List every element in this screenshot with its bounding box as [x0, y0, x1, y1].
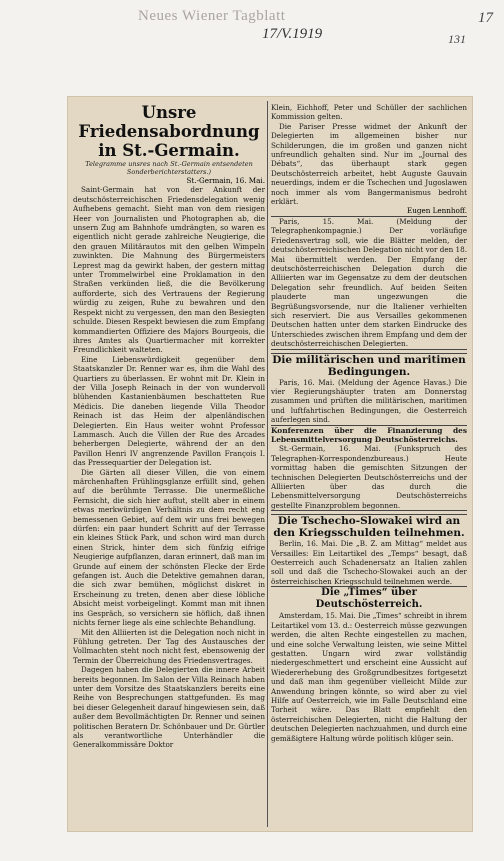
times-report [271, 611, 467, 743]
left-column [73, 103, 265, 750]
left-article-body [73, 185, 265, 749]
paragraph: Amsterdam, 15. Mai. Die „Times“ schreibt in ihrem Leitartikel vom 13. d.: Oesterreich müsse gezwungen werden, die alten Rechte eingestellen zu machen, und eine solche Verwaltung leisten, wie seine Mittel gestatten. Ungarn wird zwar vollständig niedergeschmettert und erscheint eine Aussicht auf Wiedererhebung des Großgrundbesitzes fortgesetzt und daß man ihm gegenüber vielleicht Milde zur Anwendung bringen könnte, so wird aber zu viel Hilfe auf Oesterreich, wie im Falle Deutschland eine Torheit wäre. Das Blatt empfiehlt den österreichischen Delegierten, nicht die Haltung der deutschen Delegierten nachzuahmen, und durch eine gemäßigtere Haltung würde politisch klüger sein. [271, 611, 467, 743]
author-signature: Eugen Lennhoff. [406, 206, 467, 216]
section-heading-czechoslovakia: Die Tschecho-Slowakei wird an den Kriegsschulden teilnehmen. [273, 515, 465, 540]
handwritten-page-number: 17 [478, 10, 493, 26]
section-heading-times: Die „Times“ über Deutschösterreich. [315, 587, 423, 611]
paragraph: Die Pariser Presse widmet der Ankunft der Delegierten im allgemeinen bisher nur Schilderungen, die im großen und ganzen nicht unfreundlich gehalten sind. Nur im „Journal des Débats“, das überhaupt stark gegen Deutschösterreich arbeitet, hebt Auguste Gauvain neuerdings, indem er die Tschechen und Jugoslawen noch immer als vom Bangermanismus bedroht erklärt. [271, 121, 467, 207]
handwritten-folio-number: 131 [448, 32, 466, 46]
czechoslovakia-report [271, 539, 467, 586]
dispatch-note: Telegramme unsres nach St.-Germain entsendeten Sonderberichterstatters.) [85, 160, 253, 176]
finance-report [271, 426, 467, 511]
main-headline: Unsre Friedensabordnung in St.-Germain. [78, 103, 260, 160]
paragraph: Saint-Germain hat von der Ankunft der deutschösterreichischen Friedensdelegation wenig Aufhebens gemacht. Sieht man von dem riesigen Heer von Journalisten und Photographen ab, die unsern Zug am Bahnhofe umdrängten, so waren es eigentlich nicht gerade zahlreiche Neugierige, die den grauen Militärautos mit den gelben Wimpeln zuwinkten. Die Mahnung des Bürgermeisters Leprest mag da gewirkt haben, der gestern mittag unter Trommelwirbel eine Proklamation in den Straßen verkünden ließ, die die Bevölkerung aufforderte, sich des Vertrauens der Regierung würdig zu zeigen, Ruhe zu bewahren und den Respekt nicht zu vergessen, den man den Besiegten schulde. Diesen Respekt bewiesen die zum Empfang kommandierten Offiziere des Majors Bourgeois, die ihres Amtes als Quartiermacher mit korrekter Freundlichkeit walteten. [73, 185, 265, 355]
right-intro-body [271, 103, 467, 206]
newspaper-stamp: Neues Wiener Tagblatt [138, 8, 286, 24]
right-column [271, 103, 467, 743]
handwritten-date: 17/V.1919 [262, 26, 323, 42]
newspaper-clipping [68, 97, 472, 831]
military-report [271, 378, 467, 425]
section-heading-military: Die militärischen und maritimen Bedingungen. [272, 353, 466, 378]
paragraph: Paris, 16. Mai. (Meldung der Agence Havas.) Die vier Regierungshäupter traten am Donnerstag zusammen und prüften die militärischen, maritimen und luftfahrtischen Bedingungen, die Oesterreich auferlegen sind. [271, 377, 467, 425]
dateline: St.-Germain, 16. Mai. [186, 176, 265, 185]
finance-lead: Konferenzen über die Finanzierung des Lebensmittelversorgung Deutschösterreichs. [271, 425, 467, 444]
paragraph: Die Gärten all dieser Villen, die von einem märchenhaften Frühlingsglanze erfüllt sind, gehen auf die berühmte Terrasse. Die unermeßliche Fernsicht, die sich hier auftut, stellt aber in einem etwas merkwürdigen Verhältnis zu dem recht eng bemessenen Gebiet, auf dem wir uns frei bewegen dürfen: ein paar hundert Schritt auf der Terrasse ein kleines Stück Park, und schon wird man durch einen Strick, hinter dem sich fünfzig eifrige Neugierige aufpflanzen, daran erinnert, daß man im Grunde auf einem der schönsten Flecke der Erde gefangen ist. Auch die Detektive gemahnen daran, die sich zwar bemühen, möglichst diskret in Erscheinung zu treten, denen aber diese löbliche Absicht meist vorbeigelingt. Kommt man mit ihnen ins Gespräch, so versichern sie höflich, daß ihnen nichts ferner liege als eine schlechte Behandlung. [73, 467, 265, 628]
paragraph: Klein, Eichhoff, Peter und Schüller der sachlichen Kommission gelten. [271, 103, 467, 122]
paragraph: Berlin, 16. Mai. Die „B. Z. am Mittag“ meldet aus Versailles: Ein Leitartikel des „Temps“ besagt, daß Oesterreich auch Schadenersatz an Italien zahlen soll und daß die Tschecho-Slowakei auch an der österreichischen Kriegsschuld teilnehmen werde. [271, 539, 467, 586]
paragraph: Paris, 15. Mai. (Meldung der Telegraphenkompagnie.) Der vorläufige Friedensvertrag soll, wie die Blätter melden, der deutschösterreichischen Delegation nicht vor den 18. Mai übermittelt werden. Der Empfang der deutschösterreichischen Delegation durch die Alliierten war im Gegensatze zu dem der deutschen Delegation sehr freundlich. Auf beiden Seiten plauderte man ungezwungen die Begrüßungsvorsende, nur die Italiener verhielten sich reserviert. Die aus Versailles gekommenen Deutschen hatten unter dem starken Eindrucke des Unterschiedes zwischen ihrem Empfang und dem der deutschösterreichischen Delegierten. [271, 216, 467, 349]
paragraph: Dagegen haben die Delegierten die innere Arbeit bereits begonnen. Im Salon der Villa Reinach haben unter dem Vorsitze des Staatskanzlers bereits eine Reihe von Besprechungen stattgefunden. Es mag bei dieser Gelegenheit darauf hingewiesen sein, daß außer dem Bevollmächtigten Dr. Renner und seinen politischen Beratern Dr. Schönbauer und Dr. Gürtler als verantwortliche Unterhändler die Generalkommissäre Doktor [73, 665, 265, 750]
paragraph: St.-Germain, 16. Mai. (Funkspruch des Telegraphen-Korrespondenzbureaus.) Heute vormittag haben die gemischten Sitzungen der technischen Delegierten Deutschösterreichs und der Alliierten über das durch die Lebensmittelversorgung Deutschösterreichs gestellte Finanzproblem begonnen. [271, 444, 467, 510]
paragraph: Eine Liebenswürdigkeit gegenüber dem Staatskanzler Dr. Renner war es, ihm die Wahl des Quartiers zu überlassen. Er wohnt mit Dr. Klein in der Villa Joseph Reinach in der von wundervoll blühenden Kastanienbäumen beschatteten Rue Médicis. Die daneben liegende Villa Theodor Reinach ist das Heim der alpenländischen Delegierten. Ein Haus weiter wohnt Professor Lammasch. Auch die Villen der Rue des Arcades beherbergen Delegierte, während der an den Pavillon Henri IV angrenzende Pavillon François I. das Pressequartier der Delegation ist. [73, 354, 265, 468]
paris-report [271, 217, 467, 349]
paragraph: Mit den Alliierten ist die Delegation noch nicht in Fühlung getreten. Der Tag des Austausches der Vollmachten steht noch nicht fest, ebensowenig der Termin der Überreichung des Friedensvertrages. [73, 627, 265, 665]
column-divider [267, 101, 268, 827]
